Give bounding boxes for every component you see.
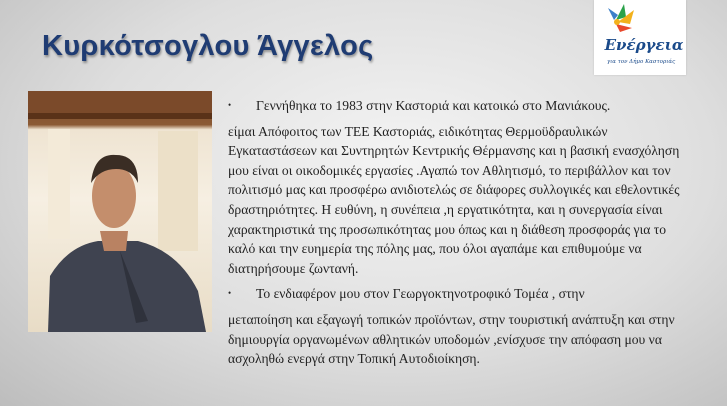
portrait-photo: [28, 91, 212, 332]
bio-line-birth: [222, 96, 692, 116]
bio-paragraph-goals: μεταποίηση και εξαγωγή τοπικών προϊόντων, στην τουριστική ανάπτυξη και στην δημιουργία οργανωμένων αθλητικών υποδομών ,ενίσχυσε την απόφαση μου να ασχοληθώ ενεργά στην Τοπική Αυτοδιοίκηση.: [228, 311, 675, 367]
biography-text: [222, 96, 692, 369]
logo-word: Ενέργεια: [604, 36, 684, 54]
party-logo: [594, 0, 686, 75]
portrait-person-icon: [28, 91, 212, 332]
bio-line2-text: Το ενδιαφέρον μου στον Γεωργοκτηνοτροφικό Τομέα , στην: [256, 286, 585, 302]
page-title: Κυρκότσογλου Άγγελος: [42, 30, 374, 62]
bio-paragraph-education: είμαι Απόφοιτος των ΤΕΕ Καστοριάς, ειδικότητας Θερμοϋδραυλικών Εγκαταστάσεων και Συντηρητών Κεντρικής Θέρμανσης και η βασική ενασχόληση μου είναι οι οικοδομικές εργασίες .Αγαπώ τον Αθλητισμό, το περιβάλλον και τον πολιτισμό μας και προσφέρω ανιδιοτελώς σε διάφορες συλλογικές και εθελοντικές δραστηριότητες. Η ευθύνη, η συνέπεια ,η εργατικότητα, και η συνεργασία είναι χαρακτηριστικά της προσωπικότητας μου όπως και η διάθεση προσφοράς για το καλό και την ευημερία της πόλης μας, που όλοι αγαπάμε και επιθυμούμε να διατηρήσουμε ζωντανή.: [228, 123, 680, 276]
bullet-icon: •: [228, 100, 232, 110]
star-logo-icon: [594, 0, 686, 40]
bullet-icon: •: [228, 288, 232, 299]
bio-line1-text: Γεννήθηκα το 1983 στην Καστοριά και κατοικώ στο Μανιάκους.: [256, 98, 611, 113]
bio-line-interest: [222, 284, 692, 304]
logo-tagline: για τον Δήμο Καστοριάς: [606, 59, 676, 65]
